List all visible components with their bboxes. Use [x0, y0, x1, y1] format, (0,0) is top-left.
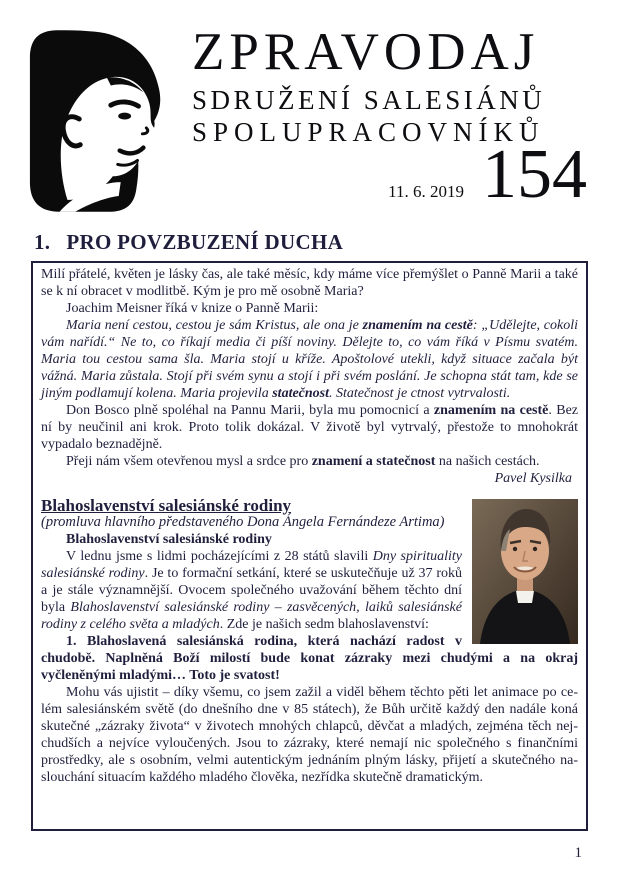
newsletter-subtitle-line2: SPOLUPRACOVNÍKŮ [192, 117, 545, 147]
article-bold-intro: Blahoslavenství salesiánské rodiny [66, 532, 272, 547]
don-bosco-portrait-icon [24, 26, 172, 216]
page-number: 1 [574, 845, 582, 861]
masthead [0, 0, 619, 216]
don-bosco-logo [24, 26, 172, 216]
newsletter-title: ZPRAVODAJ [192, 23, 540, 81]
newsletter-subtitle-line1: SDRUŽENÍ SALESIÁNŮ [192, 85, 546, 115]
artime-portrait-photo [472, 499, 578, 644]
masthead-title-block [172, 23, 587, 216]
paragraph-don-bosco: Don Bosco plně spoléhal na Pannu Marii, byla mu pomocnicí a znamením na cestě. Bez ní by neučinil ani krok. Proto tolik dokázal. V životě byl vytrvalý, přestože to mnohokrát vypadalo beznadějně. [41, 403, 578, 452]
paragraph-wish: Přeji nám všem otevřenou mysl a srdce pro znamení a statečnost na našich cestách. [66, 454, 540, 469]
paragraph-meisner-quote: Maria není cestou, cestou je sám Kristus, ale ona je znamením na cestě: „Udělejte, cokoli vám nařídí.“ Ne to, co říkají media či píší noviny. Dělejte to, co vám říká v Písmu svatém. Maria tou cestou sama šla. Maria stojí u kříže. Apoštolové utekli, když situace začala být vážná. Maria zůstala. Stojí při svém synu a stojí i při svém poslání. Je schopna stát tam, kde se jiným podlamují kolena. Maria projevila statečnost. Statečnost je ctnost vytrvalosti. [41, 318, 579, 401]
priest-portrait-icon [472, 499, 578, 644]
paragraph-meisner-intro: Joachim Meisner říká v knize o Panně Marii: [66, 301, 319, 316]
content-box [31, 261, 588, 831]
paragraph-intro: Milí přátelé, květen je lásky čas, ale také měsíc, kdy máme více přemýšlet o Panně Marii a také se k ní obracet v modlitbě. Kým je pro mě osobně Maria? [41, 267, 578, 299]
article-beatitudes [41, 497, 578, 786]
article-heading: Blahoslavenství salesiánské rodiny [41, 496, 292, 515]
issue-row [192, 136, 587, 213]
article-subheading: (promluva hlavního představeného Dona Ángela Fernándeze Artima) [41, 514, 445, 530]
section-heading [34, 230, 587, 255]
paragraph-january-meeting: V lednu jsme s lidmi pocházejícími z 28 států slavili Dny spirituality salesiánské rodiny. Je to formační setkání, které se uskutečňuje už 37 roků a je stále významnější. Ovocem společného uvažování během těchto dní byla Blahoslavenství salesiánské rodiny – zasvěcených, laiků salesiánské rodiny z celého světa a mladých. Zde je našich sedm blahoslavenství: [41, 549, 462, 632]
section-title: PRO POVZBUZENÍ DUCHA [66, 230, 344, 254]
issue-number: 154 [482, 136, 587, 213]
section-number: 1. [34, 230, 51, 254]
issue-date: 11. 6. 2019 [388, 182, 464, 201]
paragraph-beatitude-1: 1. Blahoslavená salesiánská rodina, která nachází radost v chudobě. Naplněná Boží milostí bude konat zázraky mezi chudými a na okraj vyčleněnými mladými… Toto je svatost! [41, 634, 578, 683]
paragraph-assurance: Mohu vás ujistit – díky všemu, co jsem zažil a viděl během těchto pěti let animace po celém salesiánském světě (do dnešního dne v 85 státech), že Bůh určitě každý den nadále koná skutečné „zázraky života“ v životech mnohých chlapců, děvčat a mladých, zejména těch nejchudších a nejvíce vyloučených. Jsou to zázraky, které nemají nic společného s finančními prostředky, ale s osobním, velmi autentickým jednáním plným lásky, přijetí a skutečného naslouchání situacím každého mladého člověka, nezřídka skutečně dramatickým. [41, 685, 578, 785]
author-signature: Pavel Kysilka [494, 471, 572, 486]
